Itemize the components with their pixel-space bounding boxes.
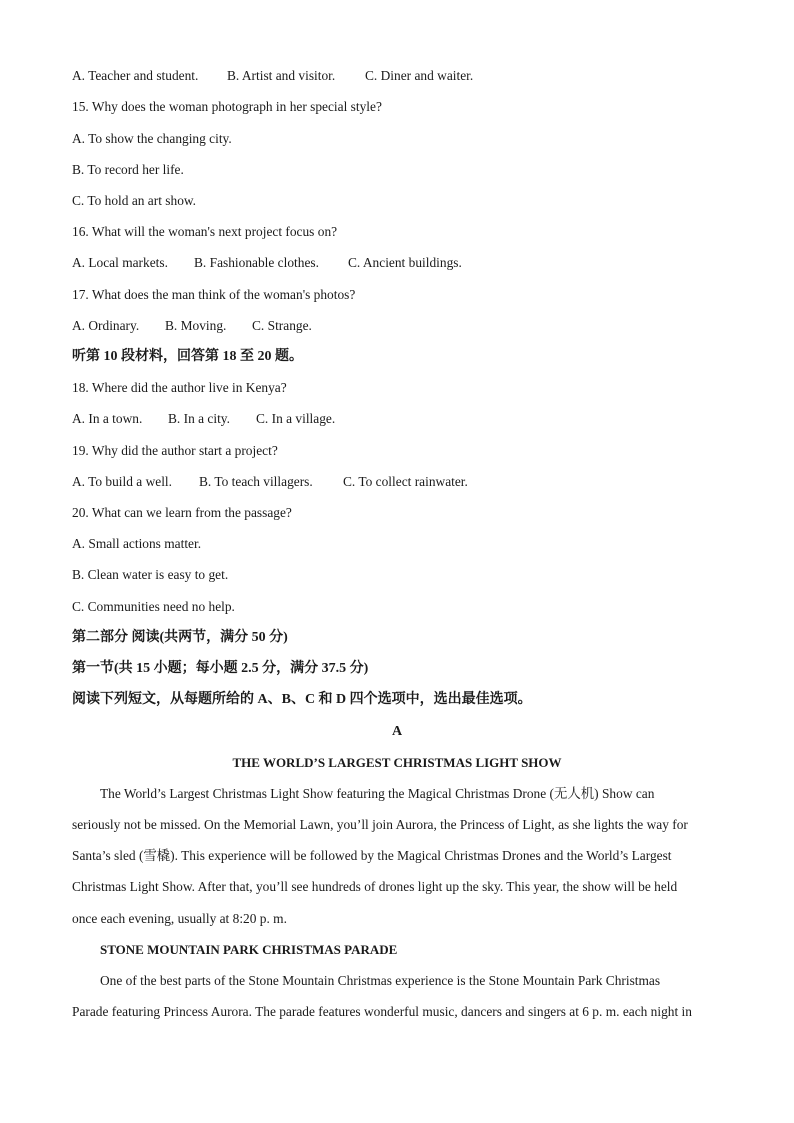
q18-option-a: A. In a town. <box>72 411 143 426</box>
q16-option-b: B. Fashionable clothes. <box>194 255 319 270</box>
q17-option-b: B. Moving. <box>165 318 227 333</box>
passage-heading-parade: STONE MOUNTAIN PARK CHRISTMAS PARADE <box>100 942 398 957</box>
q15-option-a: A. To show the changing city. <box>72 131 232 146</box>
q14-option-c: C. Diner and waiter. <box>365 68 474 83</box>
q17-option-a: A. Ordinary. <box>72 318 140 333</box>
passage-label: A <box>391 724 403 739</box>
q19-options <box>72 472 468 492</box>
paragraph-1-line-1: The World’s Largest Christmas Light Show featuring the Magical Christmas Drone (无人机) Show can <box>100 786 655 801</box>
q20-option-a: A. Small actions matter. <box>72 536 202 551</box>
q15-question: 15. Why does the woman photograph in her special style? <box>72 99 382 114</box>
passage-heading-light-show: THE WORLD’S LARGEST CHRISTMAS LIGHT SHOW <box>232 755 562 770</box>
q17-question: 17. What does the man think of the woman's photos? <box>72 287 356 302</box>
paragraph-1-line-5: once each evening, usually at 8:20 p. m. <box>72 911 287 926</box>
q18-question: 18. Where did the author live in Kenya? <box>72 380 287 395</box>
q19-option-b: B. To teach villagers. <box>199 474 313 489</box>
q17-option-c: C. Strange. <box>252 318 312 333</box>
q20-option-b: B. Clean water is easy to get. <box>72 567 229 582</box>
q16-option-a: A. Local markets. <box>72 255 168 270</box>
paragraph-2-line-1: One of the best parts of the Stone Mountain Christmas experience is the Stone Mountain Park Christmas <box>100 973 661 988</box>
paragraph-1-line-3: Santa’s sled (雪橇). This experience will be followed by the Magical Christmas Drones and the World’s Largest <box>72 848 672 863</box>
q15-option-c: C. To hold an art show. <box>72 193 197 208</box>
q15-option-b: B. To record her life. <box>72 162 184 177</box>
paragraph-1-line-2: seriously not be missed. On the Memorial Lawn, you’ll join Aurora, the Princess of Light, as she lights the way for <box>72 817 688 832</box>
reading-instruction: 阅读下列短文，从每题所给的 A、B、C 和 D 四个选项中，选出最佳选项。 <box>72 692 532 707</box>
reading-part-header: 第二部分 阅读(共两节，满分 50 分) <box>72 630 288 645</box>
q14-option-a: A. Teacher and student. <box>72 68 199 83</box>
q20-option-c: C. Communities need no help. <box>72 599 235 614</box>
q16-question: 16. What will the woman's next project focus on? <box>72 224 338 239</box>
q20-question: 20. What can we learn from the passage? <box>72 505 292 520</box>
q14-option-b: B. Artist and visitor. <box>227 68 336 83</box>
q17-options <box>72 316 312 336</box>
q16-option-c: C. Ancient buildings. <box>348 255 462 270</box>
q16-options <box>72 253 462 273</box>
q18-option-c: C. In a village. <box>256 411 336 426</box>
q18-option-b: B. In a city. <box>168 411 230 426</box>
q14-options <box>72 66 473 86</box>
q19-option-c: C. To collect rainwater. <box>343 474 468 489</box>
paragraph-1-line-4: Christmas Light Show. After that, you’ll see hundreds of drones light up the sky. This year, the show will be held <box>72 879 678 894</box>
section10-header: 听第 10 段材料，回答第 18 至 20 题。 <box>72 349 303 364</box>
q19-option-a: A. To build a well. <box>72 474 172 489</box>
paragraph-2-line-2: Parade featuring Princess Aurora. The parade features wonderful music, dancers and singers at 6 p. m. each night in <box>72 1004 692 1019</box>
q19-question: 19. Why did the author start a project? <box>72 443 278 458</box>
reading-section-header: 第一节(共 15 小题；每小题 2.5 分，满分 37.5 分) <box>72 661 369 676</box>
q18-options <box>72 409 335 429</box>
